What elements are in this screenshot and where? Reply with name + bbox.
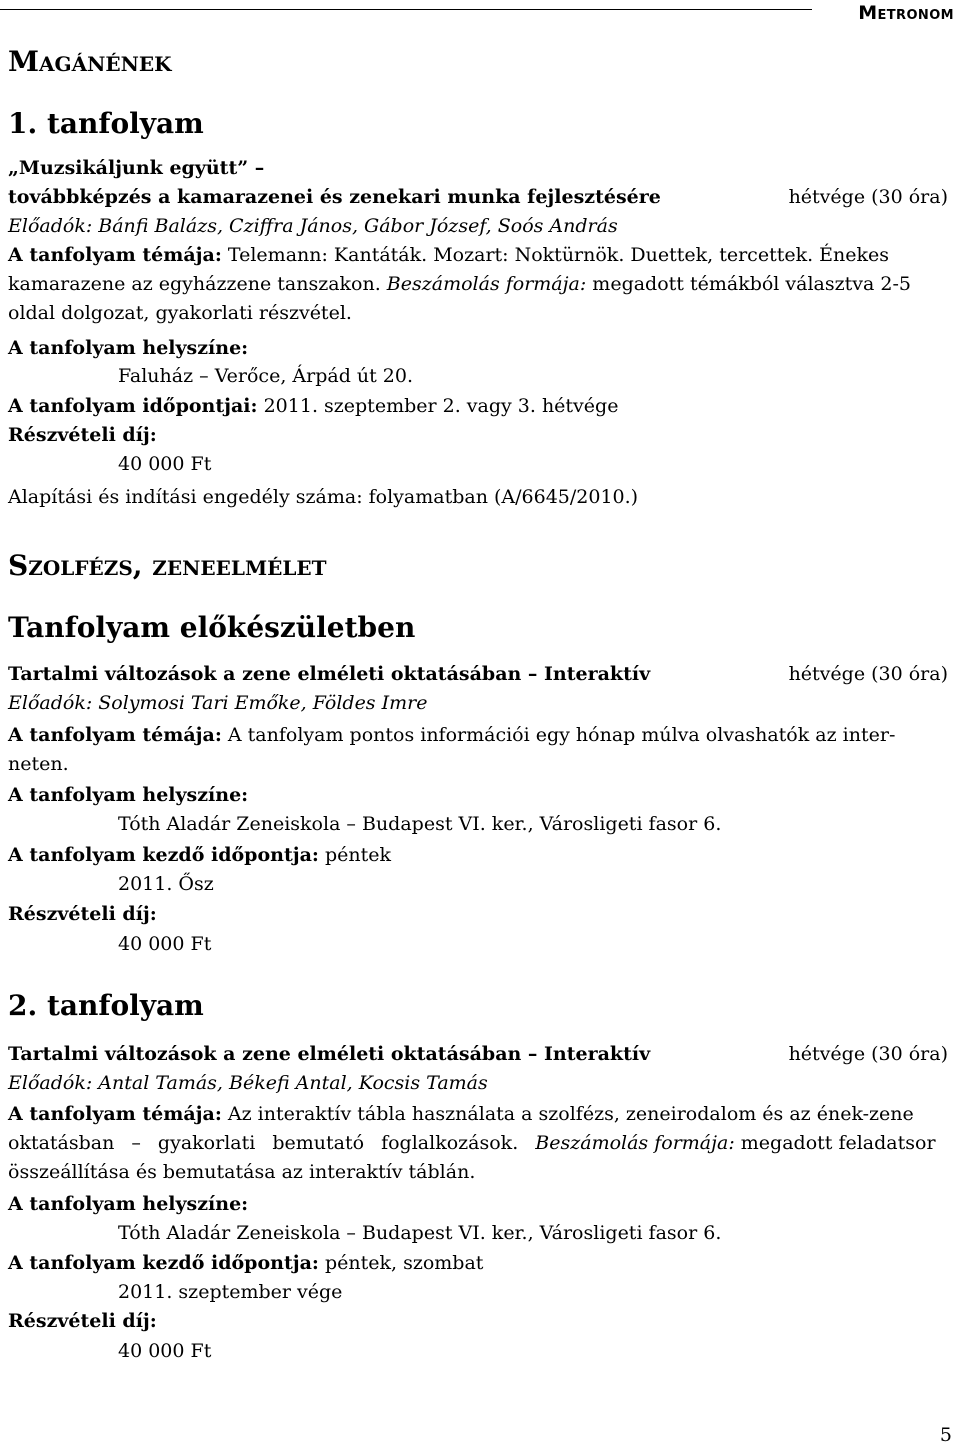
topic-text: oktatásban – gyakorlati bemutató foglalkozások.	[8, 1132, 536, 1154]
report-text: megadott feladatsor	[734, 1132, 936, 1154]
course-heading-1: 1. tanfolyam	[8, 107, 204, 140]
course-duration: hétvége (30 óra)	[788, 186, 948, 208]
course2-fee-label: Részvételi díj:	[8, 1310, 157, 1332]
course-title-line2: továbbképzés a kamarazenei és zenekari munka fejlesztésére	[8, 186, 661, 208]
course2-location-label: A tanfolyam helyszíne:	[8, 1193, 249, 1215]
prep-location-value: Tóth Aladár Zeneiskola – Budapest VI. ker., Városligeti fasor 6.	[118, 813, 722, 835]
prep-fee-value: 40 000 Ft	[118, 933, 212, 955]
topic-label: A tanfolyam témája:	[8, 244, 222, 266]
prep-topic-line2: neten.	[8, 753, 69, 775]
course2-duration: hétvége (30 óra)	[788, 1043, 948, 1065]
report-text: megadott témákból választva 2-5	[586, 273, 911, 295]
topic-text: Az interaktív tábla használata a szolfézs, zeneirodalom és az ének-zene	[221, 1103, 914, 1125]
course2-title: Tartalmi változások a zene elméleti oktatásában – Interaktív	[8, 1043, 651, 1065]
location-label: A tanfolyam helyszíne:	[8, 337, 249, 359]
prep-presenters: Előadók: Solymosi Tari Emőke, Földes Imre	[8, 692, 428, 714]
header-rule	[0, 9, 812, 10]
start-day: péntek	[318, 844, 392, 866]
section-title-maganenek: Magánének	[8, 45, 172, 78]
dates-value: 2011. szeptember 2. vagy 3. hétvége	[257, 395, 619, 417]
course2-start-value: 2011. szeptember vége	[118, 1281, 343, 1303]
page-number: 5	[939, 1424, 952, 1446]
prep-duration: hétvége (30 óra)	[788, 663, 948, 685]
dates-line	[8, 392, 618, 421]
prep-location-label: A tanfolyam helyszíne:	[8, 784, 249, 806]
course2-topic-line3: összeállítása és bemutatása az interaktív táblán.	[8, 1161, 476, 1183]
course-title-line1: „Muzsikáljunk együtt” –	[8, 157, 265, 179]
report-label: Beszámolás formája:	[535, 1132, 735, 1154]
report-label: Beszámolás formája:	[386, 273, 587, 295]
dates-label: A tanfolyam időpontjai:	[8, 395, 258, 417]
section-title-szolfezs: Szolfézs, zeneelmélet	[8, 549, 327, 582]
course2-presenters: Előadók: Antal Tamás, Békefi Antal, Kocsis Tamás	[8, 1072, 488, 1094]
course2-fee-value: 40 000 Ft	[118, 1340, 212, 1362]
course-topic-line3: oldal dolgozat, gyakorlati részvétel.	[8, 302, 352, 324]
prep-topic-line1	[8, 721, 954, 750]
start-label: A tanfolyam kezdő időpontja:	[8, 1252, 319, 1274]
brand-name: Metronom	[858, 2, 954, 24]
course-topic-line1	[8, 241, 954, 270]
prep-heading: Tanfolyam előkészületben	[8, 611, 416, 644]
course2-topic-line2	[8, 1129, 936, 1158]
topic-text: kamarazene az egyházzene tanszakon.	[8, 273, 387, 295]
course-heading-2: 2. tanfolyam	[8, 989, 204, 1022]
topic-label: A tanfolyam témája:	[8, 724, 222, 746]
fee-label: Részvételi díj:	[8, 424, 157, 446]
course2-start-line	[8, 1249, 483, 1278]
course2-location-value: Tóth Aladár Zeneiskola – Budapest VI. ker., Városligeti fasor 6.	[118, 1222, 722, 1244]
course-topic-line2	[8, 270, 911, 299]
fee-value: 40 000 Ft	[118, 453, 212, 475]
prep-start-line	[8, 841, 391, 870]
prep-start-value: 2011. Ősz	[118, 873, 214, 895]
topic-label: A tanfolyam témája:	[8, 1103, 222, 1125]
permit-number: Alapítási és indítási engedély száma: folyamatban (A/6645/2010.)	[8, 486, 639, 508]
location-value: Faluház – Verőce, Árpád út 20.	[118, 365, 414, 387]
start-label: A tanfolyam kezdő időpontja:	[8, 844, 319, 866]
course2-topic-line1	[8, 1100, 954, 1129]
start-day: péntek, szombat	[318, 1252, 484, 1274]
prep-title: Tartalmi változások a zene elméleti oktatásában – Interaktív	[8, 663, 651, 685]
topic-text: Telemann: Kantáták. Mozart: Noktürnök. Duettek, tercettek. Énekes	[221, 244, 890, 266]
prep-fee-label: Részvételi díj:	[8, 903, 157, 925]
topic-text: A tanfolyam pontos információi egy hónap múlva olvashatók az inter-	[221, 724, 896, 746]
course-presenters: Előadók: Bánfi Balázs, Cziffra János, Gábor József, Soós András	[8, 215, 618, 237]
